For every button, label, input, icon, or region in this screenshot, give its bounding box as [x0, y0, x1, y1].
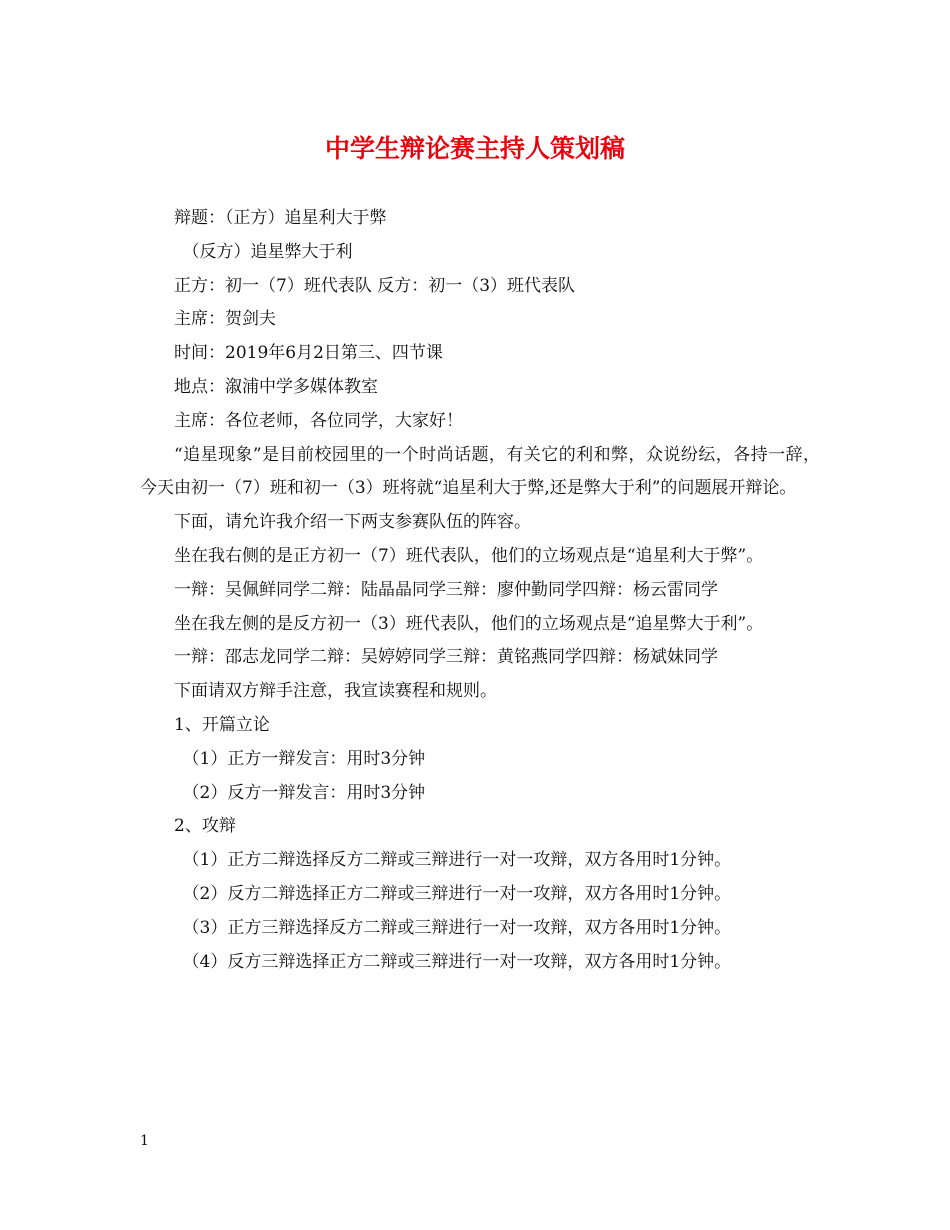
- time-line: 时间：2019年6月2日第三、四节课: [174, 343, 443, 364]
- section-heading-cross: 2、攻辩: [174, 816, 236, 837]
- con-team-paragraph: 坐在我左侧的是反方初一（3）班代表队，他们的立场观点是“追星弊大于利”。: [174, 613, 764, 634]
- list-item: （1）正方一辩发言：用时3分钟: [182, 748, 426, 769]
- topic-line: 辩题：（正方）追星利大于弊: [174, 208, 387, 228]
- list-item: （2）反方一辩发言：用时3分钟: [182, 782, 426, 803]
- document-body: [140, 202, 820, 979]
- list-item: （2）反方二辩选择正方二辩或三辩进行一对一攻辩，双方各用时1分钟。: [182, 883, 732, 904]
- section-heading-opening: 1、开篇立论: [174, 714, 270, 735]
- lineup-intro: 下面，请允许我介绍一下两支参赛队伍的阵容。: [174, 512, 531, 533]
- location-line: 地点：溆浦中学多媒体教室: [174, 376, 378, 397]
- rules-intro: 下面请双方辩手注意，我宣读赛程和规则。: [174, 681, 497, 702]
- list-item: （1）正方二辩选择反方二辩或三辩进行一对一攻辩，双方各用时1分钟。: [182, 850, 732, 871]
- pro-debaters-line: 一辩：吴佩鲜同学二辩：陆晶晶同学三辩：廖仲勤同学四辩：杨云雷同学: [174, 579, 718, 600]
- greeting-line: 主席：各位老师，各位同学，大家好！: [174, 410, 463, 431]
- document-title: 中学生辩论赛主持人策划稿: [324, 134, 625, 163]
- chair-line: 主席：贺剑夫: [174, 309, 276, 330]
- list-item: （3）正方三辩选择反方二辩或三辩进行一对一攻辩，双方各用时1分钟。: [182, 917, 732, 938]
- pro-team-paragraph: 坐在我右侧的是正方初一（7）班代表队，他们的立场观点是“追星利大于弊”。: [174, 545, 764, 566]
- intro-paragraph: “追星现象”是目前校园里的一个时尚话题，有关它的利和弊，众说纷纭，各持一辞，今天由初一（7）班和初一（3）班将就“追星利大于弊,还是弊大于利”的问题展开辩论。: [140, 444, 820, 499]
- con-debaters-line: 一辩：邵志龙同学二辩：吴婷婷同学三辩：黄铭燕同学四辩：杨斌妹同学: [174, 647, 718, 668]
- topic-con-line: （反方）追星弊大于利: [182, 241, 353, 262]
- teams-line: 正方：初一（7）班代表队 反方：初一（3）班代表队: [174, 275, 576, 296]
- list-item: （4）反方三辩选择正方二辩或三辩进行一对一攻辩，双方各用时1分钟。: [182, 951, 732, 972]
- page-number: 1: [140, 1133, 149, 1149]
